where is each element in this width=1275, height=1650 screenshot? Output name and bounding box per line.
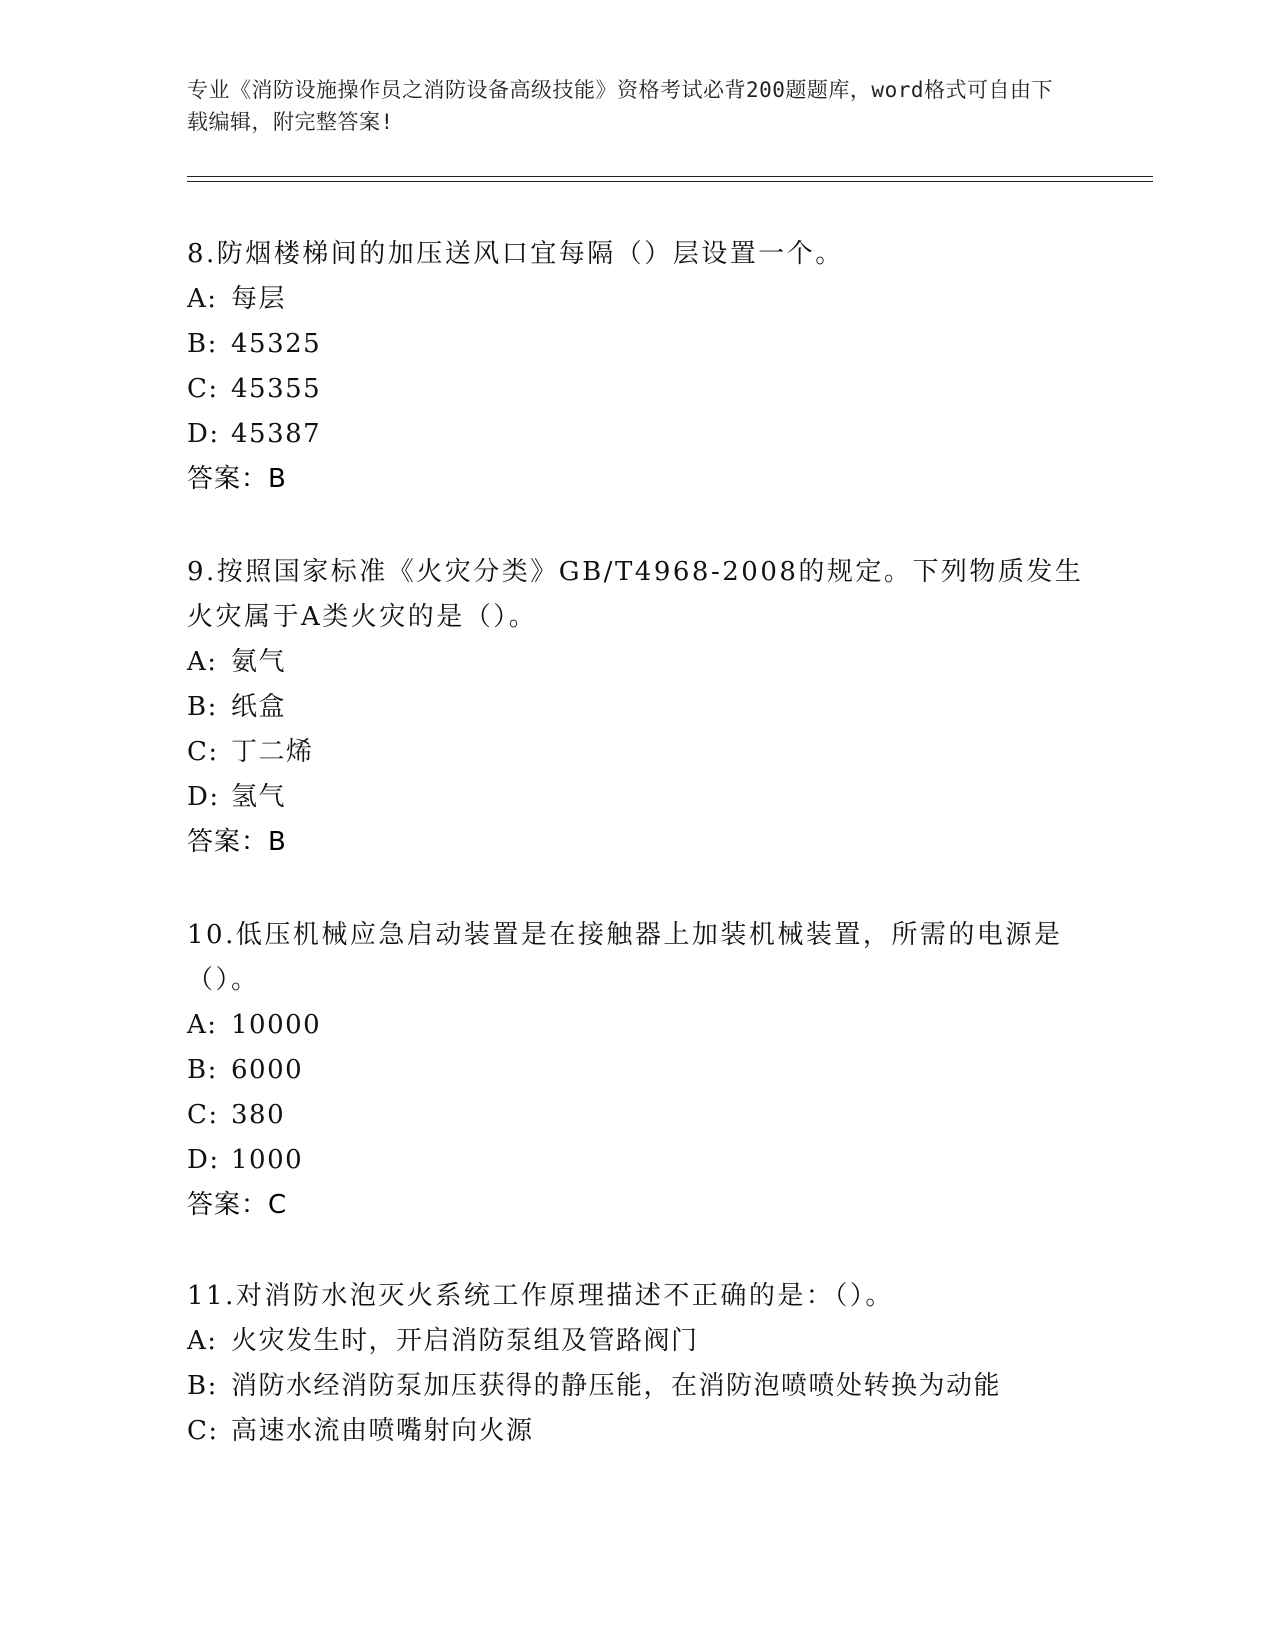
- question-stem: 11.对消防水泡灭火系统工作原理描述不正确的是：（）。: [187, 1281, 894, 1311]
- header-divider-bottom: [187, 181, 1153, 182]
- option-text: 纸盒: [231, 692, 287, 722]
- question-stem: 10.低压机械应急启动装置是在接触器上加装机械装置，所需的电源是（）。: [187, 920, 1063, 995]
- option-b: [187, 322, 1087, 367]
- question-stem: 8.防烟楼梯间的加压送风口宜每隔（）层设置一个。: [187, 239, 844, 269]
- option-text: 高速水流由喷嘴射向火源: [231, 1416, 534, 1446]
- option-c: [187, 367, 1087, 412]
- option-label: D:: [187, 782, 220, 812]
- option-text: 45387: [231, 419, 322, 449]
- option-text: 45325: [231, 329, 322, 359]
- option-text: 45355: [231, 374, 322, 404]
- option-label: B:: [187, 692, 218, 722]
- question-stem: 9.按照国家标准《火灾分类》GB/T4968-2008的规定。下列物质发生火灾属于A类火灾的是（）。: [187, 557, 1084, 632]
- answer: 答案：B: [187, 827, 287, 857]
- option-label: C:: [187, 374, 219, 404]
- option-a: [187, 277, 1087, 322]
- option-text: 火灾发生时，开启消防泵组及管路阀门: [231, 1326, 699, 1356]
- option-label: B:: [187, 329, 218, 359]
- option-c: [187, 730, 1087, 775]
- option-label: C:: [187, 1416, 219, 1446]
- option-text: 6000: [231, 1055, 304, 1085]
- option-label: C:: [187, 1100, 219, 1130]
- option-a: [187, 1319, 1087, 1364]
- option-text: 每层: [231, 284, 287, 314]
- option-label: A:: [187, 1326, 218, 1356]
- option-label: A:: [187, 284, 218, 314]
- question-9: [187, 550, 1087, 865]
- option-label: B:: [187, 1055, 218, 1085]
- answer: 答案：B: [187, 464, 287, 494]
- option-label: B:: [187, 1371, 218, 1401]
- option-c: [187, 1409, 1087, 1454]
- header-divider-top: [187, 176, 1153, 177]
- option-text: 氢气: [231, 782, 287, 812]
- option-label: C:: [187, 737, 219, 767]
- question-8: [187, 232, 1087, 502]
- option-label: A:: [187, 647, 218, 677]
- option-a: [187, 640, 1087, 685]
- question-11: [187, 1274, 1087, 1454]
- option-label: D:: [187, 1145, 220, 1175]
- option-b: [187, 1364, 1087, 1409]
- option-text: 380: [231, 1100, 286, 1130]
- option-text: 氨气: [231, 647, 287, 677]
- option-d: [187, 775, 1087, 820]
- option-text: 1000: [231, 1145, 304, 1175]
- option-a: [187, 1003, 1087, 1048]
- option-b: [187, 685, 1087, 730]
- question-10: [187, 913, 1087, 1228]
- option-label: D:: [187, 419, 220, 449]
- answer: 答案：C: [187, 1190, 288, 1220]
- option-d: [187, 1138, 1087, 1183]
- document-header: 专业《消防设施操作员之消防设备高级技能》资格考试必背200题题库，word格式可自由下载编辑，附完整答案!: [187, 78, 1053, 134]
- option-label: A:: [187, 1010, 218, 1040]
- option-text: 消防水经消防泵加压获得的静压能，在消防泡喷喷处转换为动能: [231, 1371, 1002, 1401]
- option-c: [187, 1093, 1087, 1138]
- option-text: 丁二烯: [231, 737, 314, 767]
- option-b: [187, 1048, 1087, 1093]
- option-d: [187, 412, 1087, 457]
- option-text: 10000: [231, 1010, 322, 1040]
